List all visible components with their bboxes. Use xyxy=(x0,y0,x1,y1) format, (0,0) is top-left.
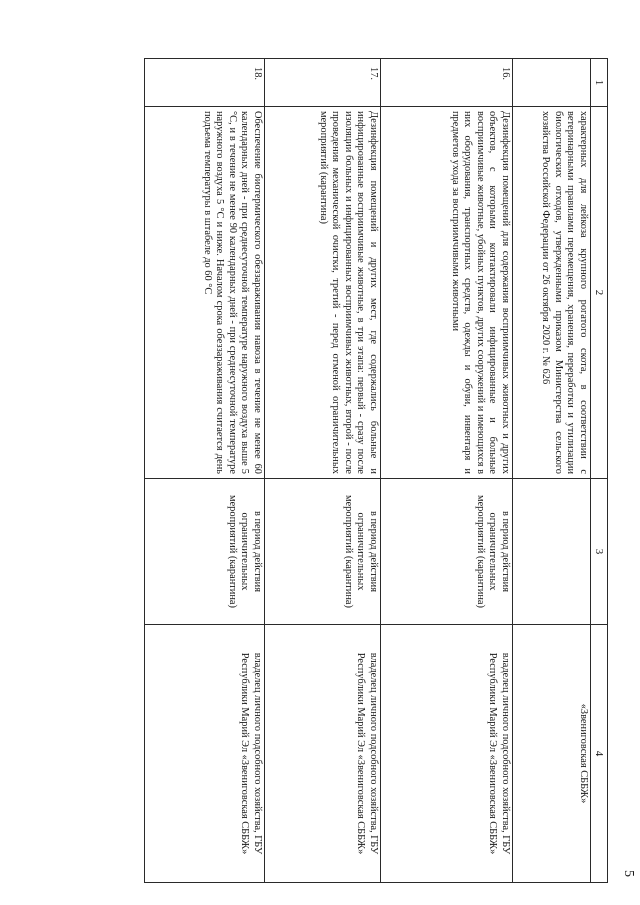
row-description: Дезинфекция помещений для содержания восприимчивых животных и других объектов, с которыми контактировали инфицированные и больные восприимчивые животные, убойных пунктов, других сооружений и имеющихся в них оборудования, транспортных средств, одежды и обуви, инвентаря и предметов ухода за восприимчивыми животными xyxy=(381,107,513,479)
row-term: в период действия ограничительных мероприятий (карантина) xyxy=(381,479,513,625)
row-description: характерных для лейкоза крупного рогатого скота, в соответствии с ветеринарными правилами перемещения, хранения, переработки и утилизации биологических отходов, утвержденными приказом Министерства сельского хозяйства Российской Федерации от 26 октября 2020 г. № 626 xyxy=(513,107,591,479)
row-description: Дезинфекция помещений и других мест, где содержались больные и инфицированные восприимчивые животные, в три этапа: первый - сразу после изоляции больных и инфицированных восприимчивых животных, второй - после проведения механической очистки, третий - перед отменой ограничительных мероприятий (карантина) xyxy=(265,107,381,479)
table-row xyxy=(513,59,591,883)
column-header-responsible: 4 xyxy=(591,625,608,883)
table-row xyxy=(145,59,265,883)
row-responsible: владелец личного подсобного хозяйства, ГБУ Республики Марий Эл «Звениговская СББЖ» xyxy=(145,625,265,883)
row-responsible: владелец личного подсобного хозяйства, ГБУ Республики Марий Эл «Звениговская СББЖ» xyxy=(265,625,381,883)
row-term: в период действия ограничительных мероприятий (карантина) xyxy=(265,479,381,625)
page-number: 5 xyxy=(621,870,636,877)
row-responsible: владелец личного подсобного хозяйства, ГБУ Республики Марий Эл «Звениговская СББЖ» xyxy=(381,625,513,883)
row-term xyxy=(513,479,591,625)
table-header-row xyxy=(591,59,608,883)
column-header-description: 2 xyxy=(591,107,608,479)
row-number xyxy=(513,59,591,107)
row-responsible: «Звениговская СББЖ» xyxy=(513,625,591,883)
table-row xyxy=(265,59,381,883)
row-number: 17. xyxy=(265,59,381,107)
row-number: 18. xyxy=(145,59,265,107)
table-row xyxy=(381,59,513,883)
row-number: 16. xyxy=(381,59,513,107)
row-description: Обеспечение биотермического обеззараживания навоза в течение не менее 60 календарных дней - при среднесуточной температуре наружного воздуха выше 5 °С, и в течение не менее 90 календарных дней - при среднесуточной температуре наружного воздуха 5 °С и ниже. Началом срока обеззараживания считается день подъема температуры в штабеле до 60 °С xyxy=(145,107,265,479)
row-term: в период действия ограничительных мероприятий (карантина) xyxy=(145,479,265,625)
column-header-number: 1 xyxy=(591,59,608,107)
column-header-term: 3 xyxy=(591,479,608,625)
measures-table xyxy=(144,58,608,883)
